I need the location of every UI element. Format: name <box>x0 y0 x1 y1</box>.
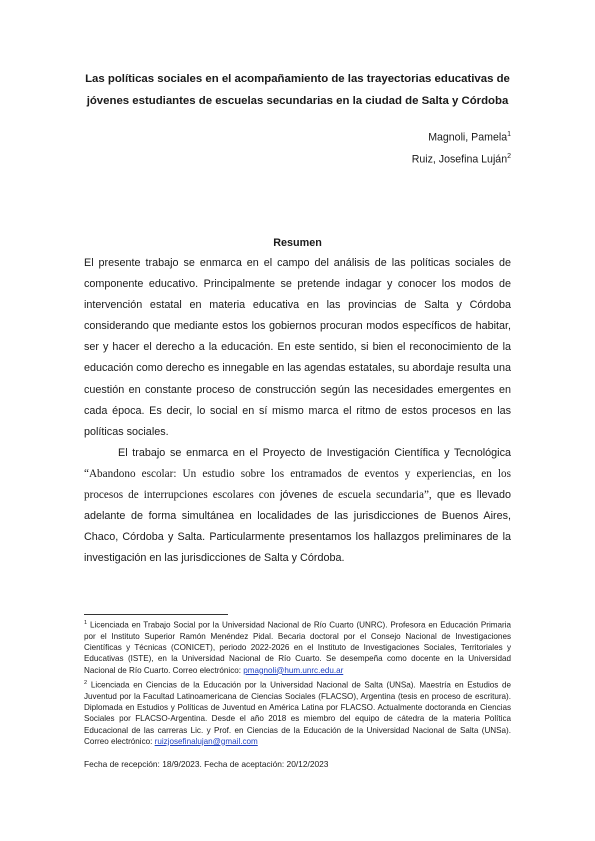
reception-dates: Fecha de recepción: 18/9/2023. Fecha de aceptación: 20/12/2023 <box>84 759 329 769</box>
footnote-ref[interactable]: 2 <box>507 153 511 160</box>
footnote-2 <box>84 678 511 747</box>
paper-title: Las políticas sociales en el acompañamiento de las trayectorias educativas de jóvenes estudiantes de escuelas secundarias en la ciudad de Salta y Córdoba <box>85 73 510 107</box>
footnote-text: Licenciada en Trabajo Social por la Universidad Nacional de Río Cuarto (UNRC). Profesora en Educación Primaria por el Instituto Superior Ramón Menéndez Pidal. Becaria doctoral por el Consejo Nacional de Investigaciones Científicas y Técnicas (CONICET), periodo 2022-2026 en el Instituto de Investigaciones Sociales, Territoriales y Educativas (ISTE), en la Universidad Nacional de Río Cuarto. Se desempeña como docente en la Universidad Nacional de Río Cuarto. Correo electrónico: <box>84 620 511 675</box>
email-link[interactable]: ruizjosefinalujan@gmail.com <box>154 736 258 746</box>
paragraph-text: El trabajo se enmarca en el Proyecto de Investigación Científica y Tecnológica <box>118 447 511 459</box>
email-link[interactable]: pmagnoli@hum.unrc.edu.ar <box>243 665 344 675</box>
project-title-end: de escuela secundaria”, <box>322 489 432 502</box>
paragraph-text: jóvenes <box>280 489 318 502</box>
footnote-mark: 2 <box>84 680 88 686</box>
abstract-paragraph-1: El presente trabajo se enmarca en el campo del análisis de las políticas sociales de componente educativo. Principalmente se pretende indagar y conocer los modos de intervención estatal en materia educativa en las provincias de Salta y Córdoba considerando que mediante estos los gobiernos procuran modos específicos de habitar, ser y hacer el derecho a la educación. En este sentido, si bien el reconocimiento de la educación como derecho es innegable en las agendas estatales, su abordaje resulta una cuestión en constante proceso de construcción según las necesidades emergentes en cada época. Es decir, lo social en sí mismo marca el ritmo de estos procesos en las políticas sociales. <box>84 257 511 438</box>
footnote-text: Licenciada en Ciencias de la Educación por la Universidad Nacional de Salta (UNSa). Maestría en Estudios de Juventud por la Facultad Latinoamericana de Ciencias Sociales (FLACSO), Argentina (tesis en proceso de escritura). Diplomada en Estudios y Políticas de Juventud en América Latina por FLACSO. Actualmente doctoranda en Ciencias Sociales por FLACSO-Argentina. Desde el año 2018 es miembro del equipo de cátedra de la materia Política Educacional de las carreras Lic. y Prof. en Ciencias de la Educación de la Universidad Nacional de Salta (UNSa). Correo electrónico: <box>84 680 512 746</box>
footnote-mark: 1 <box>84 620 88 626</box>
footnote-ref[interactable]: 1 <box>507 131 511 138</box>
abstract-heading: Resumen <box>273 237 322 249</box>
footnote-1 <box>84 618 511 676</box>
paragraph-text: que es llevado adelante de forma simultánea en localidades de las jurisdicciones de Buenos Aires, Chaco, Córdoba y Salta. Particularmente presentamos los hallazgos preliminares de la investigación en las jurisdicciones de Salta y Córdoba. <box>84 489 512 565</box>
author-1 <box>428 131 511 144</box>
footnote-separator <box>84 614 228 615</box>
author-name: Ruiz, Josefina Luján <box>411 153 508 166</box>
project-title: “Abandono escolar: Un estudio sobre los entramados de eventos y experiencias, en los procesos de interrupciones escolares con <box>84 468 511 502</box>
author-2 <box>412 153 511 166</box>
abstract-paragraph-2 <box>84 443 511 570</box>
author-name: Magnoli, Pamela <box>428 131 508 144</box>
